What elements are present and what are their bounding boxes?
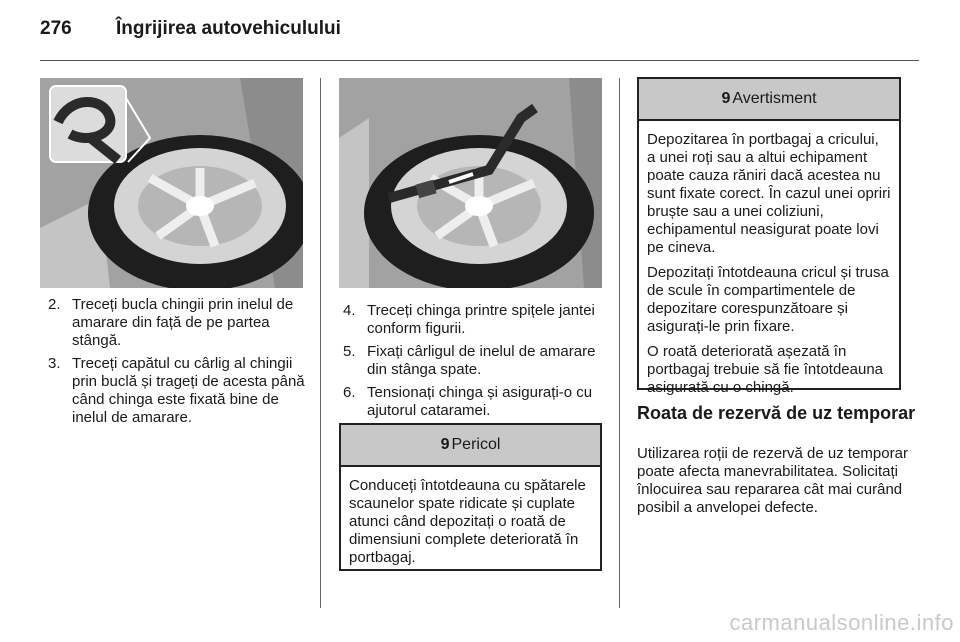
section-body: Utilizarea roții de rezervă de uz temporar poate afecta manevrabilitatea. Solicitați înlocuirea sau repararea cât mai curând posibil a anvelopei defecte.	[637, 445, 908, 516]
danger-title: Pericol	[451, 436, 501, 453]
watermark: carmanualsonline.info	[729, 610, 954, 635]
step-text: Treceți capătul cu cârlig al chingii prin buclă și trageți de acesta până când chinga este fixată bine de inelul de amarare.	[72, 355, 305, 426]
header-rule	[40, 60, 919, 61]
danger-header	[341, 425, 600, 467]
section-title: Roata de rezervă de uz temporar	[637, 403, 916, 423]
step-text: Treceți bucla chingii prin inelul de amarare din față de pe partea stângă.	[72, 296, 294, 349]
steps-list-2	[343, 302, 606, 425]
page-title: Îngrijirea autovehiculului	[116, 18, 341, 39]
steps-list-1	[48, 296, 310, 432]
step-number: 5.	[343, 343, 356, 360]
step-text: Treceți chinga printre spițele jantei conform figurii.	[367, 302, 595, 337]
step-text: Fixați cârligul de inelul de amarare din stânga spate.	[367, 343, 596, 378]
list-item	[48, 355, 310, 427]
illustration-strap-loop	[40, 78, 303, 288]
warning-box	[637, 77, 901, 396]
illustration-strap-spokes	[339, 78, 602, 288]
warning-paragraph: O roată deteriorată așezată în portbagaj trebuie să fie întotdeauna asigurată cu o chingă.	[647, 343, 884, 396]
list-item	[343, 302, 606, 338]
danger-box	[339, 423, 602, 571]
step-number: 3.	[48, 355, 61, 372]
warning-paragraph: Depozitați întotdeauna cricul și trusa de scule în compartimentele de depozitare corespunzătoare și asigurați-le prin fixare.	[647, 264, 889, 335]
danger-body	[341, 467, 600, 582]
step-number: 6.	[343, 384, 356, 401]
danger-symbol: 9	[440, 436, 450, 453]
step-text: Tensionați chinga și asigurați-o cu ajutorul cataramei.	[367, 384, 593, 419]
column-divider-1	[320, 78, 321, 608]
list-item	[48, 296, 310, 350]
warning-paragraph: Depozitarea în portbagaj a cricului, a unei roți sau a altui echipament poate cauza răniri dacă acestea nu sunt fixate corect. În cazul unei opriri bruște sau a unei coliziuni, echipamentul neasigurat poate lovi pe cineva.	[647, 131, 891, 256]
page-header	[40, 18, 341, 40]
column-divider-2	[619, 78, 620, 608]
step-number: 2.	[48, 296, 61, 313]
danger-text: Conduceți întotdeauna cu spătarele scaunelor spate ridicate și cuplate atunci când depozitați o roată de dimensiuni complete deteriorată în portbagaj.	[349, 477, 586, 566]
warning-body	[639, 121, 899, 412]
list-item	[343, 384, 606, 420]
warning-header	[639, 79, 899, 121]
list-item	[343, 343, 606, 379]
step-number: 4.	[343, 302, 356, 319]
page-number: 276	[40, 18, 72, 39]
warning-symbol: 9	[721, 90, 731, 107]
warning-title: Avertisment	[732, 90, 817, 107]
